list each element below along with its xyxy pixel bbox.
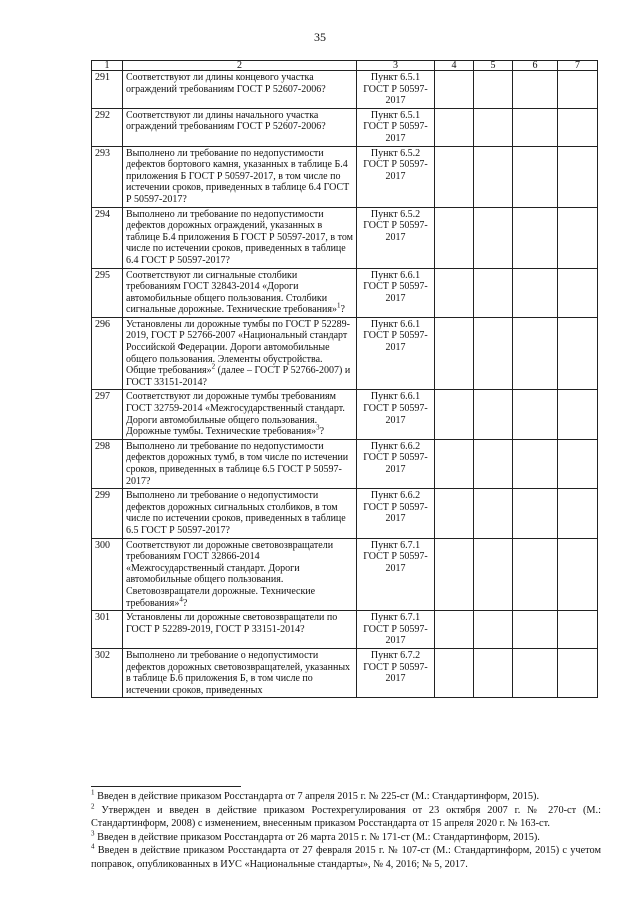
row-number: 301 xyxy=(92,611,123,649)
footnote-text: Введен в действие приказом Росстандарта от 27 февраля 2015 г. № 107-ст (М.: Стандартинформ, 2015) с учетом поправок, опубликованных в ИУС «Национальные стандарты», № 4, 2016; № 5, 2017. xyxy=(91,845,601,870)
footnote-mark: 1 xyxy=(91,788,95,797)
standard-reference: Пункт 6.6.1 ГОСТ Р 50597-2017 xyxy=(357,268,435,317)
page-number: 35 xyxy=(314,30,326,44)
footnote-ref: 1 xyxy=(336,301,341,310)
answer-cell xyxy=(513,390,558,439)
row-number: 296 xyxy=(92,317,123,390)
table-row xyxy=(92,648,598,697)
requirement-question: Соответствуют ли дорожные тумбы требованиям ГОСТ 32759-2014 «Межгосударственный стандарт. Дороги автомобильные общего пользования. Дорожные тумбы. Технические требования» xyxy=(126,391,345,438)
answer-cell xyxy=(513,71,558,109)
footnote-ref: 2 xyxy=(211,362,216,371)
row-number: 293 xyxy=(92,146,123,207)
answer-cell xyxy=(558,390,598,439)
answer-cell xyxy=(474,611,513,649)
answer-cell xyxy=(513,108,558,146)
footnotes xyxy=(91,790,601,872)
answer-cell xyxy=(558,611,598,649)
standard-reference: Пункт 6.6.1 ГОСТ Р 50597-2017 xyxy=(357,390,435,439)
requirement-question: Выполнено ли требование по недопустимости дефектов бортового камня, указанных в таблице Б.4 приложения Б ГОСТ Р 50597-2017, в том числе по истечении сроков, приведенных в таблице 6.4 ГОСТ Р 50597-2017? xyxy=(126,147,350,205)
standard-reference: Пункт 6.5.2 ГОСТ Р 50597-2017 xyxy=(357,146,435,207)
answer-cell xyxy=(474,146,513,207)
answer-cell xyxy=(435,538,474,611)
answer-cell xyxy=(435,146,474,207)
column-header: 7 xyxy=(558,61,598,71)
answer-cell xyxy=(435,108,474,146)
requirement-question: Выполнено ли требование о недопустимости дефектов дорожных сигнальных столбиков, в том числе по истечении сроков, приведенных в таблице 6.5 ГОСТ Р 50597-2017? xyxy=(126,490,346,536)
answer-cell xyxy=(474,648,513,697)
answer-cell xyxy=(513,268,558,317)
requirement-question: Соответствуют ли длины начального участка ограждений требованиям ГОСТ Р 52607-2006? xyxy=(126,109,326,133)
answer-cell xyxy=(558,648,598,697)
standard-reference: Пункт 6.6.2 ГОСТ Р 50597-2017 xyxy=(357,489,435,538)
answer-cell xyxy=(474,538,513,611)
requirement-question: Соответствуют ли сигнальные столбики требованиям ГОСТ 32843-2014 «Дороги автомобильные общего пользования. Столбики сигнальные дорожные. Технические требования» xyxy=(126,269,337,316)
standard-reference: Пункт 6.5.1 ГОСТ Р 50597-2017 xyxy=(357,108,435,146)
checklist-table xyxy=(91,60,598,698)
requirement-text xyxy=(123,439,357,488)
footnote xyxy=(91,831,601,845)
table-row xyxy=(92,439,598,488)
column-header: 2 xyxy=(123,61,357,71)
requirement-question: Выполнено ли требование по недопустимости дефектов дорожных тумб, в том числе по истечении сроков, приведенных в таблице 6.5 ГОСТ Р 50597-2017? xyxy=(126,440,349,487)
requirement-text xyxy=(123,390,357,439)
requirement-question: Выполнено ли требование по недопустимости дефектов дорожных ограждений, указанных в таблице Б.4 приложения Б ГОСТ Р 50597-2017, в том числе по истечении сроков, приведенных в таблице 6.4 ГОСТ Р 50597-2017? xyxy=(126,208,353,266)
answer-cell xyxy=(558,207,598,268)
answer-cell xyxy=(513,146,558,207)
table-header-row xyxy=(92,61,598,71)
requirement-text xyxy=(123,108,357,146)
answer-cell xyxy=(513,611,558,649)
answer-cell xyxy=(474,489,513,538)
row-number: 295 xyxy=(92,268,123,317)
answer-cell xyxy=(474,108,513,146)
standard-reference: Пункт 6.6.2 ГОСТ Р 50597-2017 xyxy=(357,439,435,488)
requirement-text xyxy=(123,648,357,697)
requirement-question: Установлены ли дорожные световозвращатели по ГОСТ Р 52289-2019, ГОСТ Р 33151-2014? xyxy=(126,612,338,635)
footnote-divider xyxy=(91,786,241,787)
standard-reference: Пункт 6.6.1 ГОСТ Р 50597-2017 xyxy=(357,317,435,390)
requirement-text xyxy=(123,489,357,538)
column-header: 1 xyxy=(92,61,123,71)
answer-cell xyxy=(513,207,558,268)
answer-cell xyxy=(435,489,474,538)
table-row xyxy=(92,390,598,439)
footnote xyxy=(91,844,601,871)
column-header: 6 xyxy=(513,61,558,71)
answer-cell xyxy=(558,538,598,611)
table-row xyxy=(92,611,598,649)
requirement-question: Соответствуют ли длины концевого участка ограждений требованиям ГОСТ Р 52607-2006? xyxy=(126,72,326,95)
requirement-question-end: (далее – ГОСТ Р 52766-2007) и ГОСТ 33151-2014? xyxy=(126,365,351,388)
answer-cell xyxy=(474,390,513,439)
answer-cell xyxy=(558,489,598,538)
answer-cell xyxy=(474,207,513,268)
row-number: 292 xyxy=(92,108,123,146)
requirement-text xyxy=(123,207,357,268)
row-number: 291 xyxy=(92,71,123,109)
column-header: 4 xyxy=(435,61,474,71)
requirement-text xyxy=(123,317,357,390)
table-row xyxy=(92,268,598,317)
answer-cell xyxy=(558,317,598,390)
answer-cell xyxy=(474,317,513,390)
requirement-text xyxy=(123,268,357,317)
footnote-mark: 4 xyxy=(91,842,95,851)
answer-cell xyxy=(474,439,513,488)
requirement-question-end: ? xyxy=(340,304,345,316)
requirement-text xyxy=(123,538,357,611)
table-row xyxy=(92,71,598,109)
footnote-mark: 3 xyxy=(91,829,95,838)
table-row xyxy=(92,146,598,207)
requirement-question-end: ? xyxy=(182,597,188,609)
row-number: 300 xyxy=(92,538,123,611)
row-number: 294 xyxy=(92,207,123,268)
column-header: 3 xyxy=(357,61,435,71)
footnote-text: Утвержден и введен в действие приказом Ростехрегулирования от 23 октября 2007 г. № 270-ст (М.: Стандартинформ, 2008) с изменением, внесенным приказом Росстандарта от 15 апреля 2020 г. № 163-ст. xyxy=(91,804,601,830)
answer-cell xyxy=(558,71,598,109)
row-number: 299 xyxy=(92,489,123,538)
answer-cell xyxy=(435,268,474,317)
requirement-question: Выполнено ли требование о недопустимости дефектов дорожных световозвращателей, указанных в таблице Б.6 приложения Б, в том числе по истечении сроков, приведенных xyxy=(126,649,351,696)
standard-reference: Пункт 6.7.1 ГОСТ Р 50597-2017 xyxy=(357,611,435,649)
footnote-text: Введен в действие приказом Росстандарта от 26 марта 2015 г. № 171-ст (М.: Стандартинформ, 2015). xyxy=(97,831,540,843)
footnote-text: Введен в действие приказом Росстандарта от 7 апреля 2015 г. № 225-ст (М.: Стандартинформ, 2015). xyxy=(97,791,540,802)
row-number: 302 xyxy=(92,648,123,697)
table-row xyxy=(92,207,598,268)
requirement-question: Установлены ли дорожные тумбы по ГОСТ Р 52289-2019, ГОСТ Р 52766-2007 «Национальный стандарт Российской Федерации. Дороги автомобильные общего пользования. Элементы обустройства. Общие требования» xyxy=(126,318,350,377)
answer-cell xyxy=(435,71,474,109)
answer-cell xyxy=(435,317,474,390)
answer-cell xyxy=(435,611,474,649)
answer-cell xyxy=(513,439,558,488)
answer-cell xyxy=(435,207,474,268)
footnote xyxy=(91,790,601,804)
standard-reference: Пункт 6.5.1 ГОСТ Р 50597-2017 xyxy=(357,71,435,109)
answer-cell xyxy=(558,268,598,317)
answer-cell xyxy=(513,648,558,697)
answer-cell xyxy=(513,489,558,538)
answer-cell xyxy=(513,317,558,390)
standard-reference: Пункт 6.7.2 ГОСТ Р 50597-2017 xyxy=(357,648,435,697)
column-header: 5 xyxy=(474,61,513,71)
answer-cell xyxy=(474,268,513,317)
answer-cell xyxy=(558,146,598,207)
footnote-ref: 4 xyxy=(179,595,183,604)
answer-cell xyxy=(435,390,474,439)
requirement-text xyxy=(123,146,357,207)
answer-cell xyxy=(435,439,474,488)
answer-cell xyxy=(474,71,513,109)
answer-cell xyxy=(435,648,474,697)
requirement-text xyxy=(123,71,357,109)
requirement-text xyxy=(123,611,357,649)
answer-cell xyxy=(558,108,598,146)
table-row xyxy=(92,108,598,146)
answer-cell xyxy=(513,538,558,611)
row-number: 298 xyxy=(92,439,123,488)
row-number: 297 xyxy=(92,390,123,439)
table-row xyxy=(92,489,598,538)
answer-cell xyxy=(558,439,598,488)
requirement-question-end: ? xyxy=(319,426,325,438)
standard-reference: Пункт 6.5.2 ГОСТ Р 50597-2017 xyxy=(357,207,435,268)
footnote-mark: 2 xyxy=(91,802,95,811)
footnote-ref: 3 xyxy=(316,423,320,432)
requirement-question: Соответствуют ли дорожные световозвращатели требованиям ГОСТ 32866-2014 «Межгосударственный стандарт. Дороги автомобильные общего пользования. Световозвращатели дорожные. Технические требования» xyxy=(126,539,334,609)
standard-reference: Пункт 6.7.1 ГОСТ Р 50597-2017 xyxy=(357,538,435,611)
footnote xyxy=(91,804,601,831)
table-row xyxy=(92,538,598,611)
table-row xyxy=(92,317,598,390)
